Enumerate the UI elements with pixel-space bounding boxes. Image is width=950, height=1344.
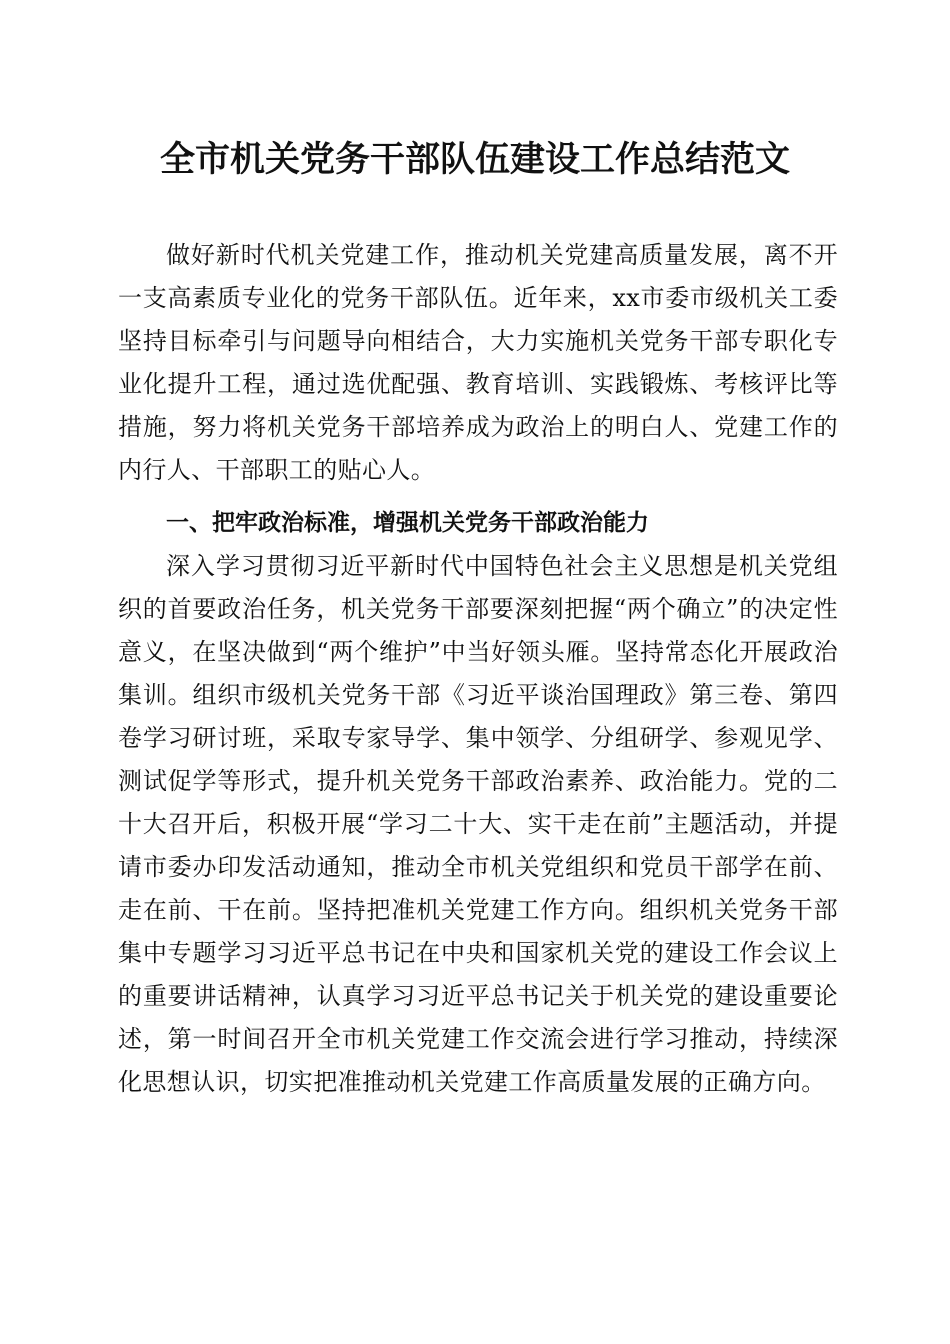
intro-paragraph: 做好新时代机关党建工作，推动机关党建高质量发展，离不开一支高素质专业化的党务干部队伍。近年来，xx市委市级机关工委坚持目标牵引与问题导向相结合，大力实施机关党务干部专职化专业化提升工程，通过选优配强、教育培训、实践锻炼、考核评比等措施，努力将机关党务干部培养成为政治上的明白人、党建工作的内行人、干部职工的贴心人。 (118, 241, 838, 484)
document-title: 全市机关党务干部队伍建设工作总结范文 (159, 139, 790, 180)
section-heading-1: 一、把牢政治标准，增强机关党务干部政治能力 (166, 510, 649, 536)
section-1-paragraph: 深入学习贯彻习近平新时代中国特色社会主义思想是机关党组织的首要政治任务，机关党务干部要深刻把握“两个确立”的决定性意义，在坚决做到“两个维护”中当好领头雁。坚持常态化开展政治集训。组织市级机关党务干部《习近平谈治国理政》第三卷、第四卷学习研讨班，采取专家导学、集中领学、分组研学、参观见学、测试促学等形式，提升机关党务干部政治素养、政治能力。党的二十大召开后，积极开展“学习二十大、实干走在前”主题活动，并提请市委办印发活动通知，推动全市机关党组织和党员干部学在前、走在前、干在前。坚持把准机关党建工作方向。组织机关党务干部集中专题学习习近平总书记在中央和国家机关党的建设工作会议上的重要讲话精神，认真学习习近平总书记关于机关党的建设重要论述，第一时间召开全市机关党建工作交流会进行学习推动，持续深化思想认识，切实把准推动机关党建工作高质量发展的正确方向。 (118, 552, 838, 1096)
